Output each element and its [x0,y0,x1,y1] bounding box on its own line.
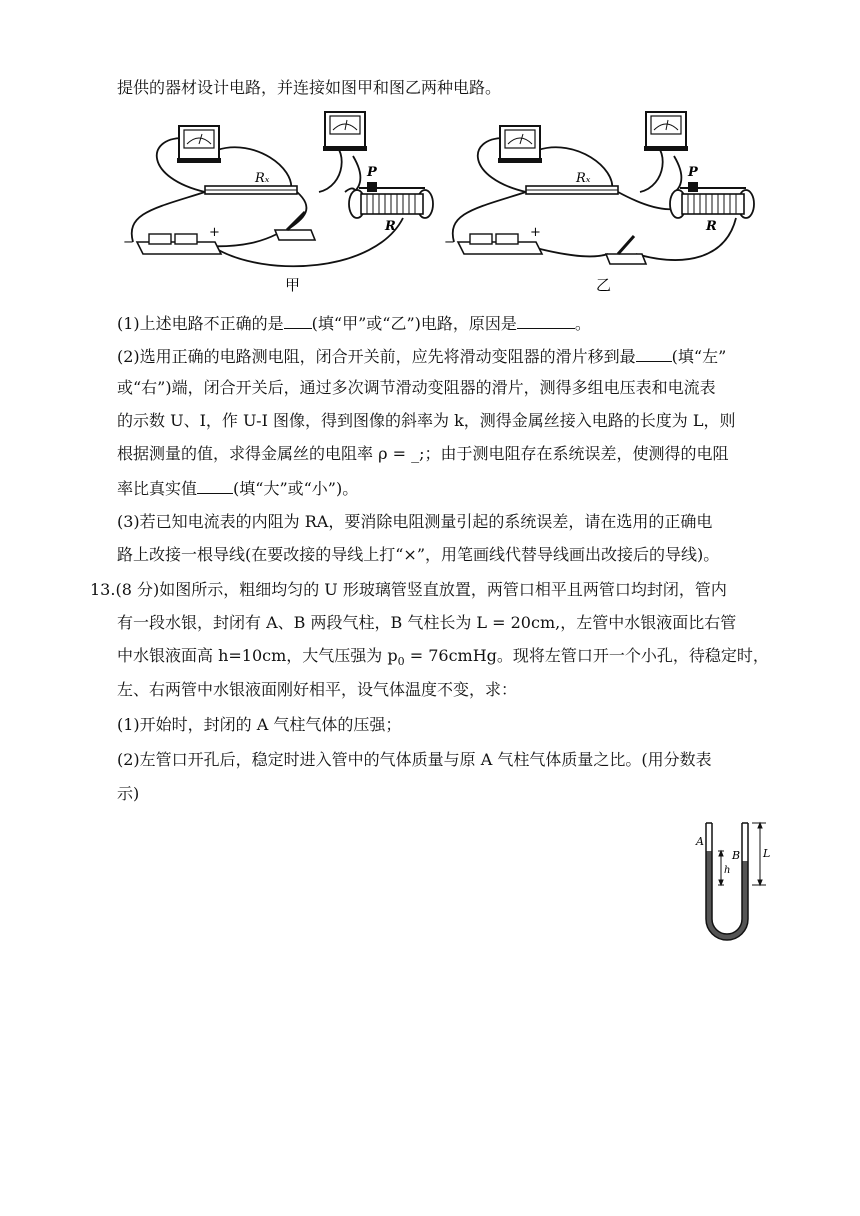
label-h: h [724,865,731,876]
q12-part2-line3: 的示数 U、I，作 U-I 图像，得到图像的斜率为 k，测得金属丝接入电路的长度为 L，则 [117,411,736,430]
label-p: P [688,165,698,180]
caption-jia: 甲 [285,276,301,294]
switch-icon [606,236,646,264]
label-plus: + [530,225,541,240]
rheostat-icon [670,182,754,218]
q13-line2: 有一段水银，封闭有 A、B 两段气柱，B 气柱长为 L = 20cm,，左管中水银液面比右管 [117,613,737,632]
ammeter-icon [644,112,688,151]
q12-part3-line2: 路上改接一根导线(在要改接的导线上打“×”，用笔画线代替导线画出改接后的导线)。 [117,545,720,564]
q13-part2-line1: (2)左管口开孔后，稳定时进入管中的气体质量与原 A 气柱气体质量之比。(用分数表 [117,750,712,769]
label-rx: Rₓ [576,171,591,186]
label-minus: − [444,235,455,250]
q12-part2-line5: 率比真实值 (填“大”或“小”)。 [117,479,359,498]
q12-part2-line2: 或“右”)端，闭合开关后，通过多次调节滑动变阻器的滑片，测得多组电压表和电流表 [117,378,716,397]
q12-part2-line1: (2)选用正确的电路测电阻，闭合开关前，应先将滑动变阻器的滑片移到最 (填“左” [117,347,727,366]
switch-icon [275,212,315,240]
u-tube-figure [690,815,780,950]
q13-line4: 左、右两管中水银液面刚好相平，设气体温度不变，求： [117,680,518,699]
caption-yi: 乙 [596,276,612,294]
label-b: B [732,849,741,862]
voltmeter-icon [177,126,221,163]
q12-part1: (1)上述电路不正确的是 (填“甲”或“乙”)电路，原因是 。 [117,314,591,333]
q13-part2-line2: 示) [117,784,140,803]
label-r: R [706,219,717,234]
rheostat-icon [349,182,433,218]
voltmeter-icon [498,126,542,163]
label-l: L [763,847,771,860]
label-a: A [696,835,704,848]
label-p: P [367,165,377,180]
q12-part2-line4: 根据测量的值，求得金属丝的电阻率 ρ = _;；由于测电阻存在系统误差，使测得的电阻 [117,444,729,463]
q13-line1: 13.(8 分)如图所示，粗细均匀的 U 形玻璃管竖直放置，两管口相平且两管口均封闭，管内 [90,580,727,599]
label-r: R [385,219,396,234]
q12-part3-line1: (3)若已知电流表的内阻为 RA，要消除电阻测量引起的系统误差，请在选用的正确电 [117,512,713,531]
intro-text: 提供的器材设计电路，并连接如图甲和图乙两种电路。 [117,78,502,97]
label-plus: + [209,225,220,240]
label-minus: − [123,235,134,250]
circuit-figure-jia [115,108,445,298]
label-rx: Rₓ [255,171,270,186]
q13-part1: (1)开始时，封闭的 A 气柱气体的压强； [117,715,402,734]
circuit-figure-yi [436,108,766,298]
q13-line3: 中水银液面高 h=10cm，大气压强为 $p_0$ = 76cmHg。现将左管口开一个小孔，待稳定时， [117,646,769,669]
ammeter-icon [323,112,367,151]
